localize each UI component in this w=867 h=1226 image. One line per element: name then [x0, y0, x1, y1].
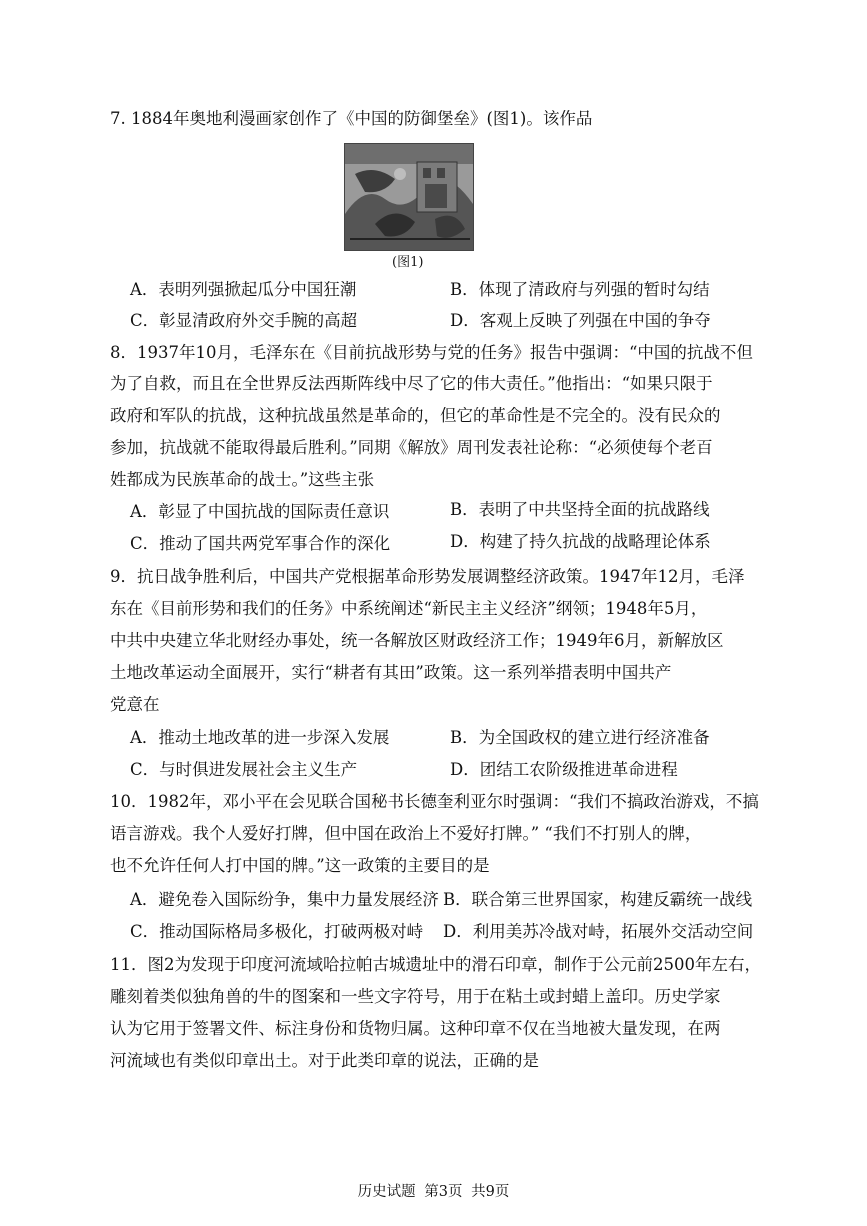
- q10-option-a[interactable]: A．避免卷入国际纷争，集中力量发展经济: [130, 890, 439, 909]
- q10-option-d[interactable]: D．利用美苏冷战对峙，拓展外交活动空间: [443, 922, 754, 941]
- q10-option-c[interactable]: C．推动国际格局多极化，打破两极对峙: [130, 922, 424, 941]
- q8-stem-line: 政府和军队的抗战，这种抗战虽然是革命的，但它的革命性是不完全的。没有民众的: [110, 406, 721, 425]
- q7-stem: 7. 1884年奥地利漫画家创作了《中国的防御堡垒》(图1)。该作品: [110, 109, 593, 128]
- footer-subject: 历史试题: [357, 1184, 416, 1200]
- q8-stem-line: 姓都成为民族革命的战士。”这些主张: [110, 470, 375, 489]
- q9-option-c[interactable]: C．与时俱进发展社会主义生产: [130, 760, 358, 779]
- q11-stem-line: 认为它用于签署文件、标注身份和货物归属。这种印章不仅在当地被大量发现，在两: [110, 1019, 721, 1038]
- figure-1-caption: (图1): [392, 255, 424, 270]
- q11-stem-line: 河流域也有类似印章出土。对于此类印章的说法，正确的是: [110, 1051, 539, 1070]
- page-footer: [0, 1180, 867, 1201]
- q8-stem-line: 为了自救，而且在全世界反法西斯阵线中尽了它的伟大责任。”他指出：“如果只限于: [110, 374, 713, 393]
- q8-option-c[interactable]: C．推动了国共两党军事合作的深化: [130, 534, 391, 553]
- footer-total-pages: 共9页: [471, 1184, 510, 1200]
- q9-option-b[interactable]: B．为全国政权的建立进行经济准备: [450, 728, 710, 747]
- cartoon-illustration-icon: [345, 144, 473, 250]
- q10-option-b[interactable]: B．联合第三世界国家，构建反霸统一战线: [443, 890, 753, 909]
- q7-option-a[interactable]: A．表明列强掀起瓜分中国狂潮: [130, 280, 357, 299]
- q7-option-d[interactable]: D．客观上反映了列强在中国的争夺: [450, 311, 711, 330]
- q9-option-d[interactable]: D．团结工农阶级推进革命进程: [450, 760, 678, 779]
- q11-stem-line: 雕刻着类似独角兽的牛的图案和一些文字符号，用于在粘土或封蜡上盖印。历史学家: [110, 987, 721, 1006]
- q9-stem-line: 土地改革运动全面展开，实行“耕者有其田”政策。这一系列举措表明中国共产: [110, 663, 672, 682]
- q11-stem-line: 11．图2为发现于印度河流域哈拉帕古城遗址中的滑石印章，制作于公元前2500年左右，: [110, 955, 761, 974]
- q8-option-b[interactable]: B．表明了中共坚持全面的抗战路线: [450, 500, 710, 519]
- cartoon-figure-1: [344, 143, 474, 251]
- q8-stem-line: 参加，抗战就不能取得最后胜利。”同期《解放》周刊发表社论称：“必须使每个老百: [110, 438, 713, 457]
- q10-stem-line: 也不允许任何人打中国的牌。”这一政策的主要目的是: [110, 856, 490, 875]
- q9-stem-line: 9．抗日战争胜利后，中国共产党根据革命形势发展调整经济政策。1947年12月，毛泽: [110, 567, 745, 586]
- q8-option-d[interactable]: D．构建了持久抗战的战略理论体系: [450, 532, 711, 551]
- q9-option-a[interactable]: A．推动土地改革的进一步深入发展: [130, 728, 390, 747]
- q7-option-b[interactable]: B．体现了清政府与列强的暂时勾结: [450, 280, 710, 299]
- q7-option-c[interactable]: C．彰显清政府外交手腕的高超: [130, 311, 358, 330]
- footer-page-number: 第3页: [424, 1184, 463, 1200]
- q10-stem-line: 10．1982年，邓小平在会见联合国秘书长德奎利亚尔时强调：“我们不搞政治游戏，不搞: [110, 792, 759, 811]
- q8-option-a[interactable]: A．彰显了中国抗战的国际责任意识: [130, 502, 390, 521]
- q9-stem-line: 中共中央建立华北财经办事处，统一各解放区财政经济工作；1949年6月，新解放区: [110, 631, 724, 650]
- q10-stem-line: 语言游戏。我个人爱好打牌，但中国在政治上不爱好打牌。” “我们不打别人的牌，: [110, 824, 702, 843]
- q9-stem-line: 党意在: [110, 695, 160, 714]
- q8-stem-line: 8．1937年10月，毛泽东在《目前抗战形势与党的任务》报告中强调：“中国的抗战不但: [110, 343, 753, 362]
- q9-stem-line: 东在《目前形势和我们的任务》中系统阐述“新民主主义经济”纲领；1948年5月，: [110, 599, 708, 618]
